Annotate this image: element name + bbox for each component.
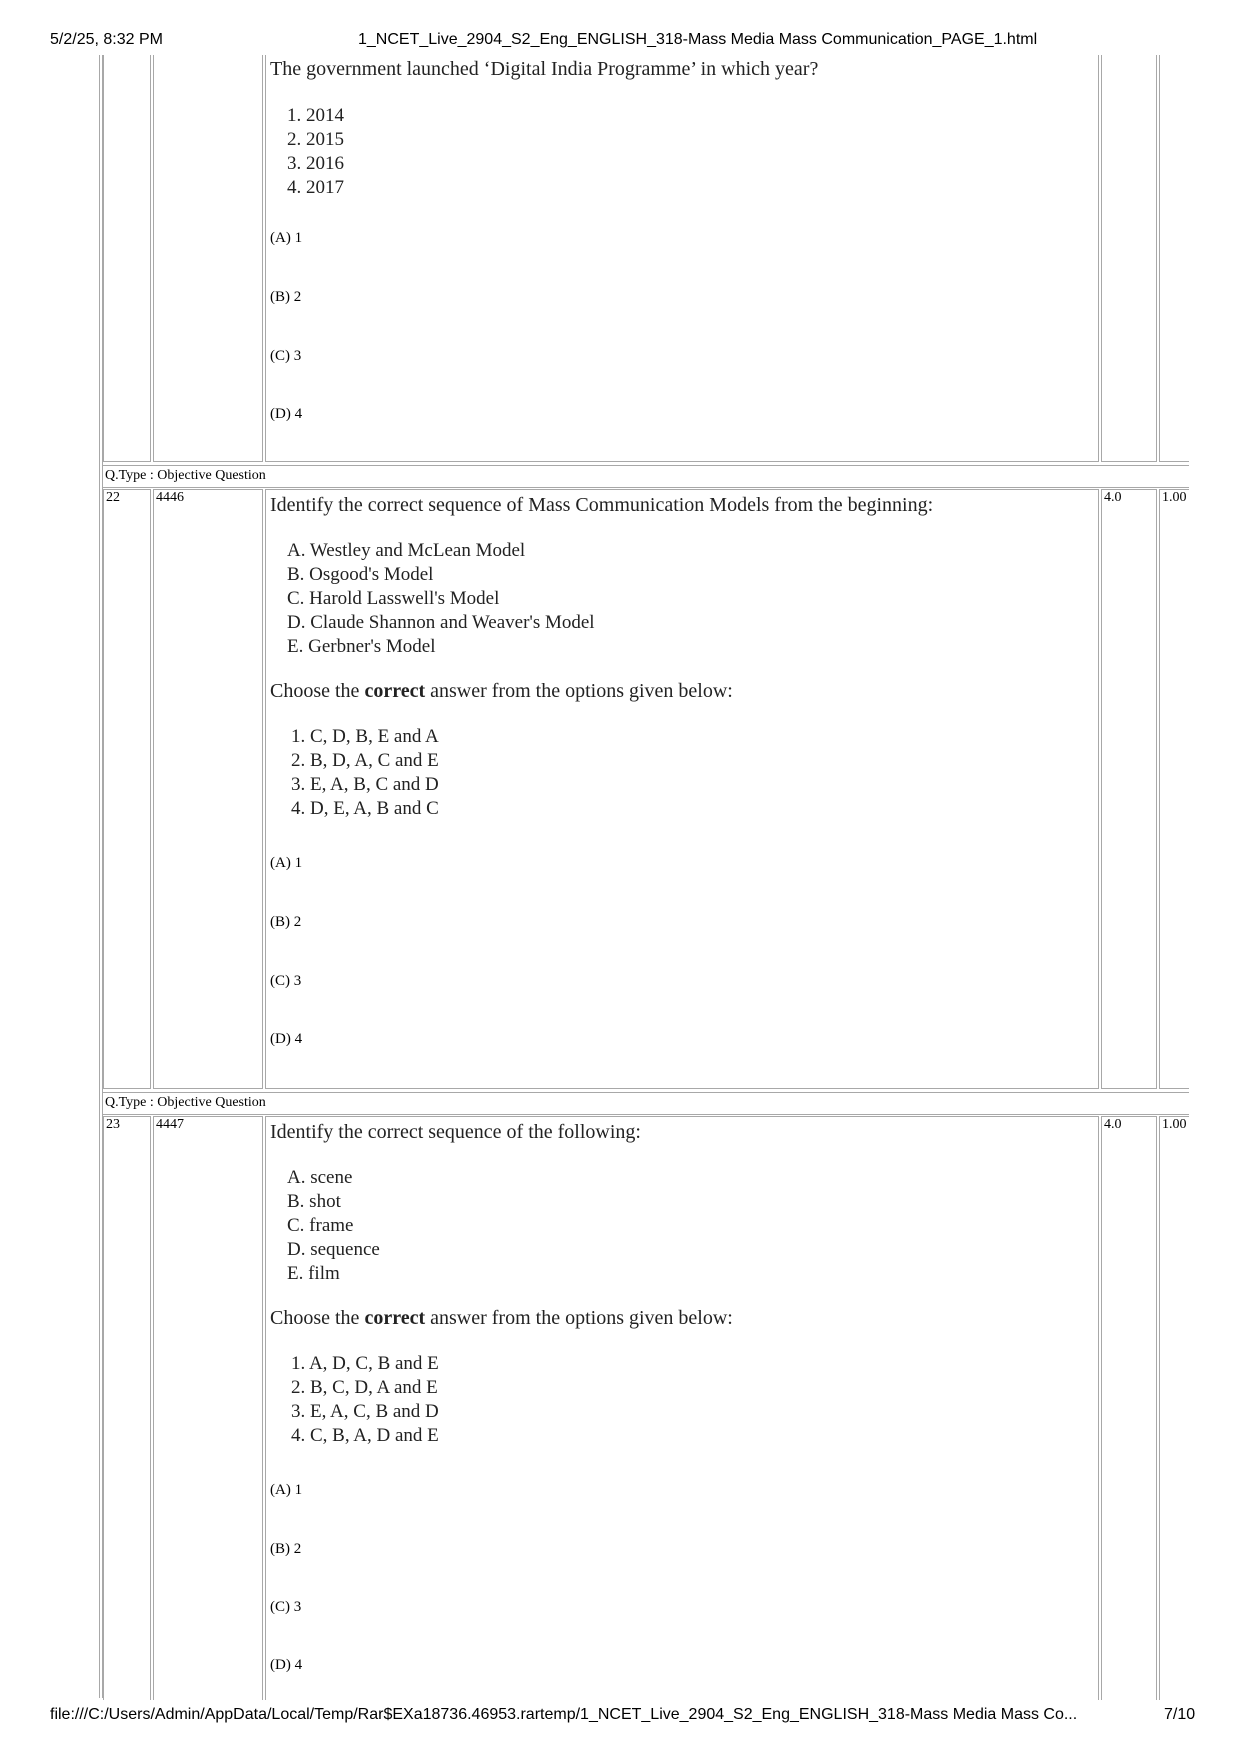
print-page-title: 1_NCET_Live_2904_S2_Eng_ENGLISH_318-Mass Media Mass Communication_PAGE_1.html	[358, 31, 1038, 48]
q23-number: 23	[106, 1117, 120, 1132]
table-left-border	[99, 55, 100, 1698]
q22-item: D. Claude Shannon and Weaver's Model	[287, 612, 595, 633]
q23-marks-cell	[1101, 1116, 1157, 1700]
q21-option-b: (B) 2	[270, 289, 302, 305]
print-page-number: 7/10	[1164, 1706, 1196, 1723]
q22-id: 4446	[156, 490, 184, 505]
q23-choice: 4. C, B, A, D and E	[291, 1425, 439, 1446]
q23-choice: 1. A, D, C, B and E	[291, 1353, 439, 1374]
q22-choice: 3. E, A, B, C and D	[291, 774, 439, 795]
q21-choices	[287, 104, 344, 200]
q22-items	[287, 539, 595, 659]
q21-stem: The government launched ‘Digital India Programme’ in which year?	[270, 58, 819, 80]
q23-choices	[291, 1352, 439, 1448]
q23-qtype: Q.Type : Objective Question	[105, 1095, 266, 1110]
q22-stem: Identify the correct sequence of Mass Communication Models from the beginning:	[270, 494, 934, 516]
q21-negative-cell	[1159, 55, 1189, 462]
q23-id-cell	[153, 1116, 263, 1700]
q23-marks: 4.0	[1104, 1117, 1122, 1132]
q23-option-d: (D) 4	[270, 1657, 303, 1673]
q21-option-a: (A) 1	[270, 230, 303, 246]
q23-item: B. shot	[287, 1191, 341, 1212]
q23-option-b: (B) 2	[270, 1541, 302, 1557]
row-divider	[103, 1092, 1189, 1093]
q21-choice: 1. 2014	[287, 105, 344, 126]
q22-id-cell	[153, 489, 263, 1089]
q22-qtype: Q.Type : Objective Question	[105, 468, 266, 483]
q22-item: C. Harold Lasswell's Model	[287, 588, 500, 609]
q22-negative-marks: 1.00	[1162, 490, 1187, 505]
row-divider	[103, 465, 1189, 466]
q22-choice: 1. C, D, B, E and A	[291, 726, 439, 747]
print-file-url: file:///C:/Users/Admin/AppData/Local/Temp/Rar$EXa18736.46953.rartemp/1_NCET_Live_2904_S2_Eng_ENGLISH_318-Mass Media Mass Co...	[50, 1706, 1078, 1723]
q21-id-cell	[153, 55, 263, 462]
q22-option-d: (D) 4	[270, 1031, 303, 1047]
print-datetime: 5/2/25, 8:32 PM	[50, 31, 163, 48]
q23-item: C. frame	[287, 1215, 354, 1236]
row-divider	[103, 487, 1189, 488]
q22-item: A. Westley and McLean Model	[287, 540, 526, 561]
q22-option-b: (B) 2	[270, 914, 302, 930]
q23-number-cell	[103, 1116, 151, 1700]
q21-number-cell	[103, 55, 151, 462]
q23-negative-cell	[1159, 1116, 1189, 1700]
q23-choice: 2. B, C, D, A and E	[291, 1377, 438, 1398]
q22-option-a: (A) 1	[270, 855, 303, 871]
q22-choice: 4. D, E, A, B and C	[291, 798, 439, 819]
q22-item: E. Gerbner's Model	[287, 636, 436, 657]
q22-choices	[291, 725, 439, 821]
q21-choice: 2. 2015	[287, 129, 344, 150]
q22-marks: 4.0	[1104, 490, 1122, 505]
q23-item: D. sequence	[287, 1239, 380, 1260]
q23-choose-instruction: Choose the correct answer from the options given below:	[270, 1307, 733, 1329]
q21-choice: 3. 2016	[287, 153, 344, 174]
q22-option-c: (C) 3	[270, 973, 302, 989]
q22-number-cell	[103, 489, 151, 1089]
q21-option-d: (D) 4	[270, 406, 303, 422]
q21-option-c: (C) 3	[270, 348, 302, 364]
q22-number: 22	[106, 490, 120, 505]
q22-marks-cell	[1101, 489, 1157, 1089]
q23-option-a: (A) 1	[270, 1482, 303, 1498]
q21-choice: 4. 2017	[287, 177, 344, 198]
q23-item: E. film	[287, 1263, 340, 1284]
q23-option-c: (C) 3	[270, 1599, 302, 1615]
q22-choice: 2. B, D, A, C and E	[291, 750, 439, 771]
q22-choose-instruction: Choose the correct answer from the options given below:	[270, 680, 733, 702]
row-divider	[103, 1114, 1189, 1115]
q23-negative-marks: 1.00	[1162, 1117, 1187, 1132]
q23-items	[287, 1166, 380, 1286]
q23-id: 4447	[156, 1117, 184, 1132]
q22-item: B. Osgood's Model	[287, 564, 434, 585]
q21-marks-cell	[1101, 55, 1157, 462]
q21-question-cell	[265, 55, 1099, 462]
q23-item: A. scene	[287, 1167, 353, 1188]
q22-negative-cell	[1159, 489, 1189, 1089]
q23-stem: Identify the correct sequence of the following:	[270, 1121, 641, 1143]
q23-choice: 3. E, A, C, B and D	[291, 1401, 439, 1422]
